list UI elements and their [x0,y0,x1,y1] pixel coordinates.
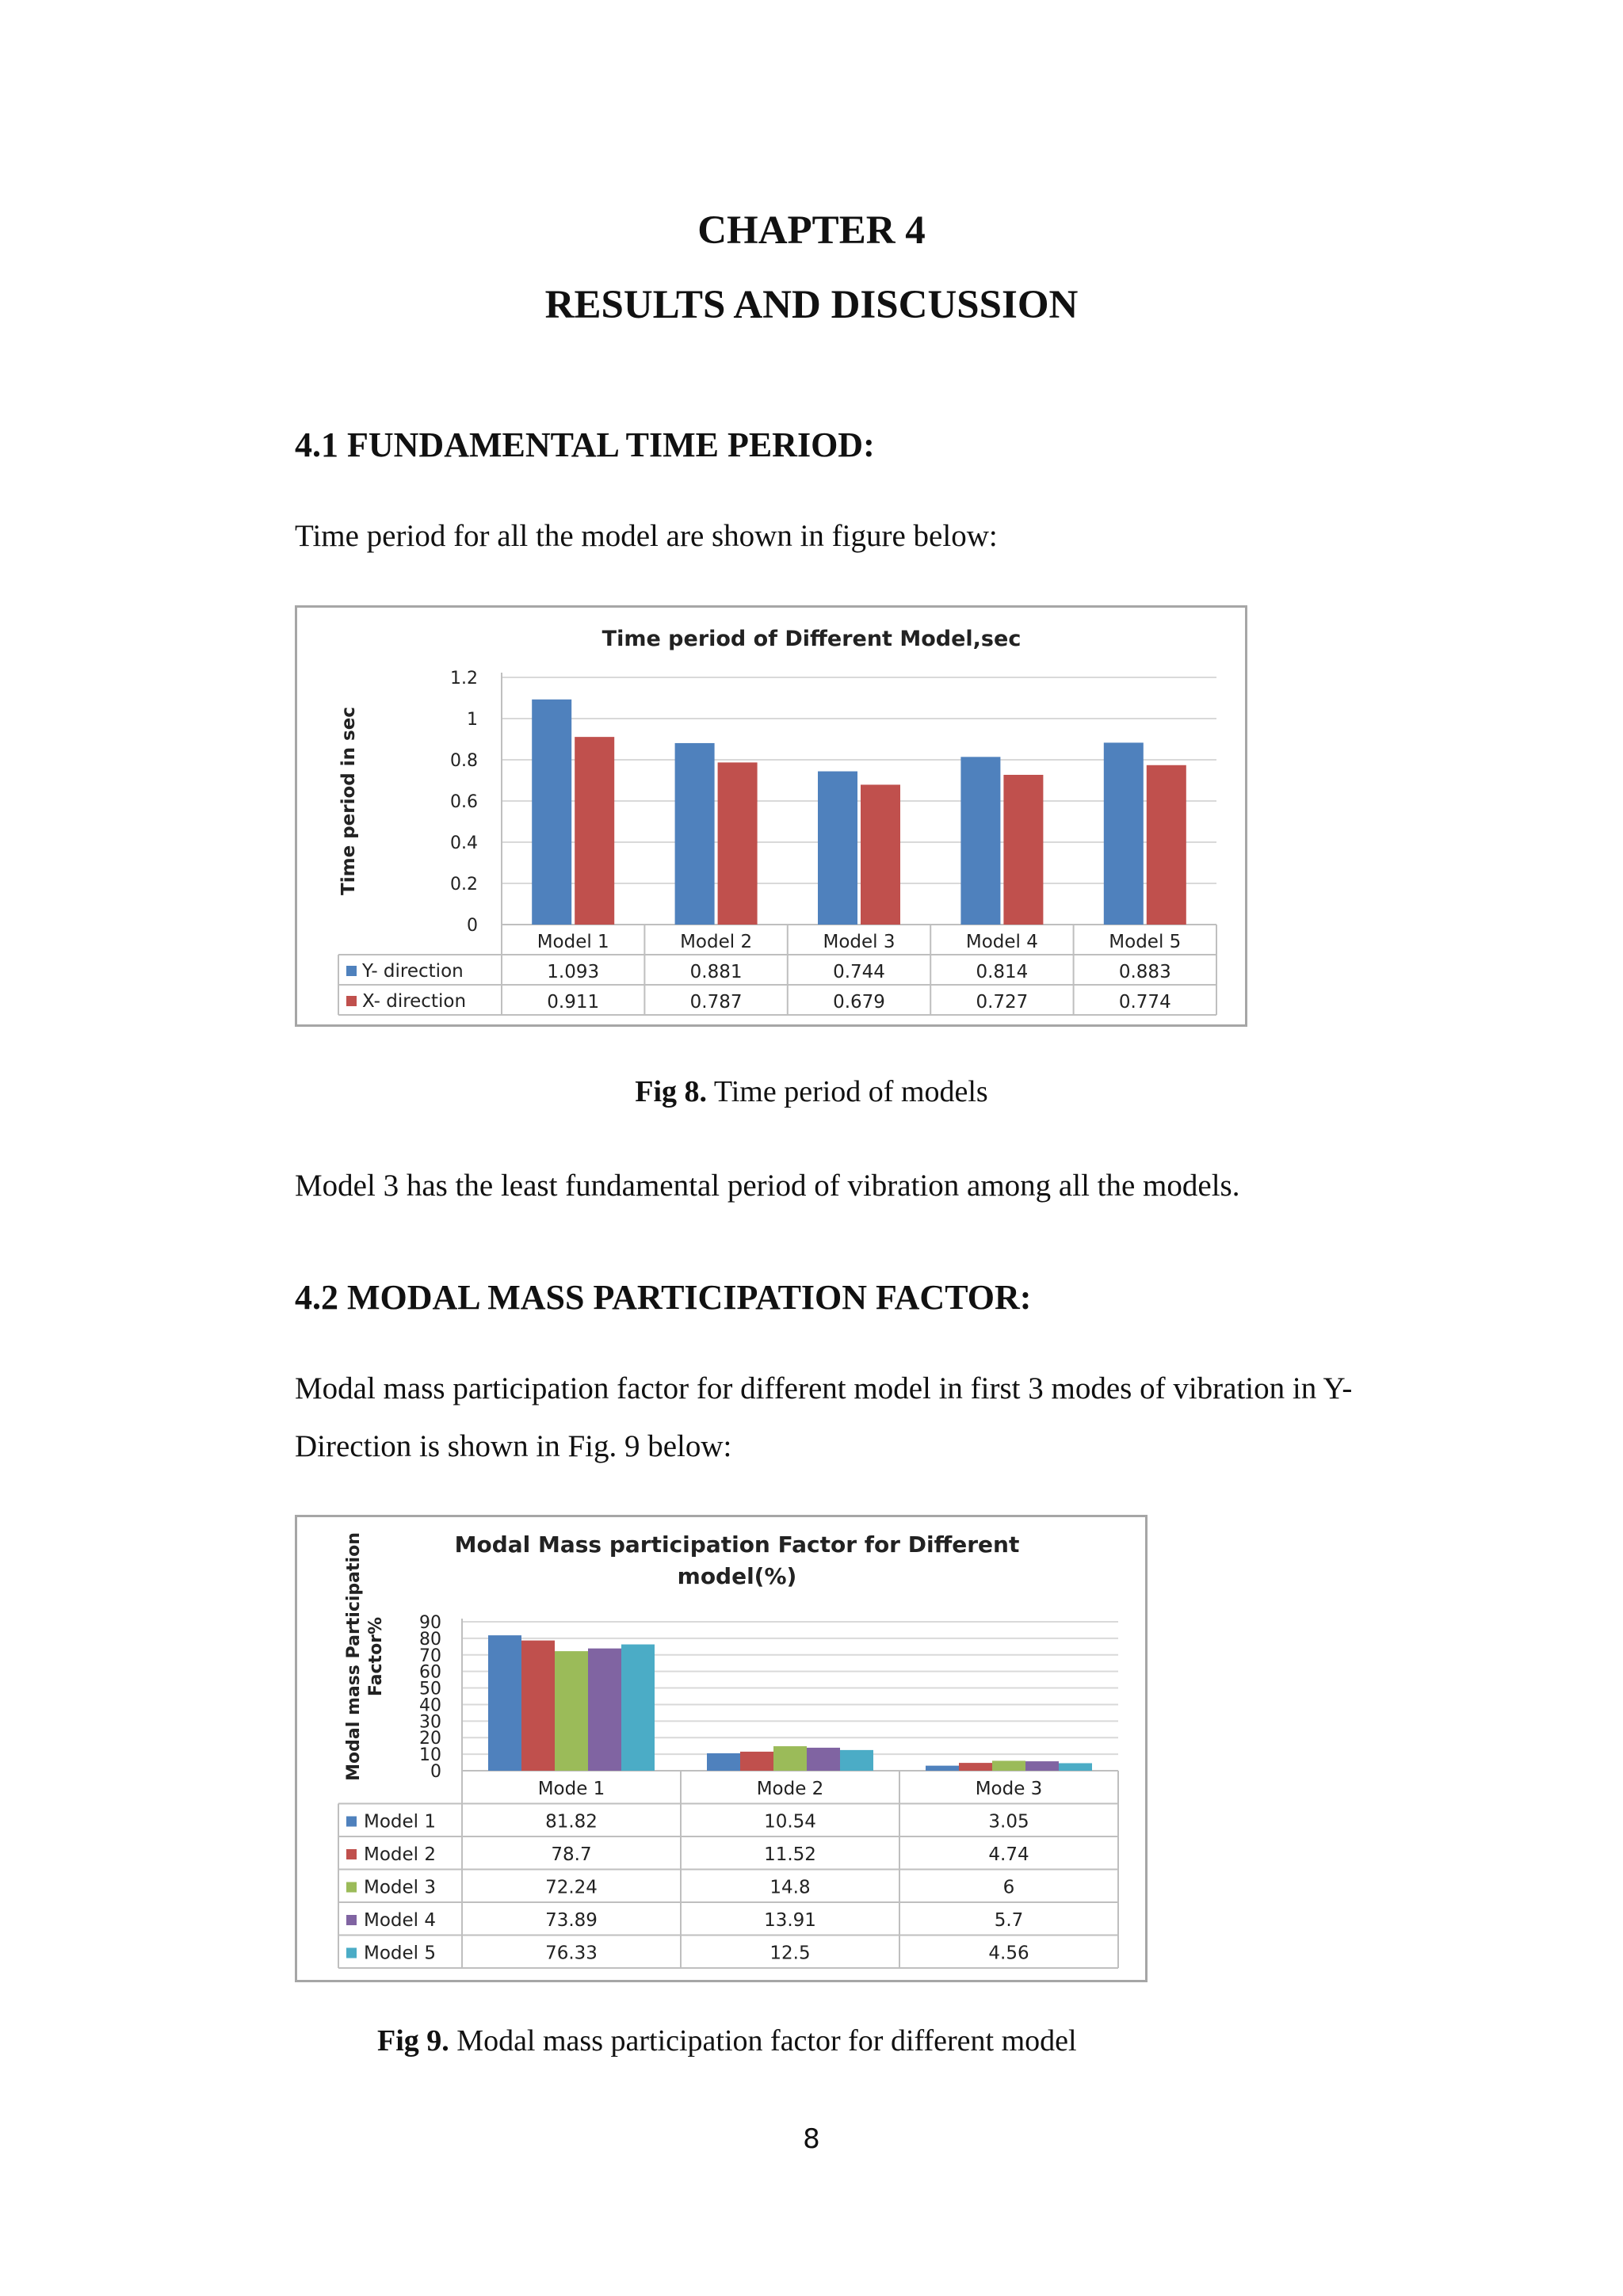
chart2-ytick-label: 90 [419,1613,441,1633]
chart2-ylabel-line1: Modal mass Participation [344,1532,364,1781]
chart2-category-label: Mode 2 [756,1779,824,1799]
chart2-bar-model-3 [992,1760,1025,1771]
chart1-ytick-label: 0.4 [450,833,478,853]
chart2-table-value: 5.7 [994,1910,1024,1931]
chart1-bar-y-direction [675,743,715,925]
chart1-table-value: 0.814 [976,962,1029,982]
chart2-category-label: Mode 3 [975,1779,1043,1799]
chart2-legend-swatch [346,1948,357,1958]
chart2-bar-model-5 [840,1750,873,1771]
chart1-legend-swatch [346,996,357,1006]
section1-conclusion: Model 3 has the least fundamental period of vibration among all the models. [295,1169,1240,1203]
chart2-bar-model-2 [740,1752,773,1771]
chapter-subtitle: RESULTS AND DISCUSSION [544,283,1079,327]
chart2-legend-label: Model 2 [364,1844,437,1865]
chapter-title: CHAPTER 4 [697,208,926,253]
modal-mass-chart-svg [297,1517,1145,1980]
chart2-bar-model-2 [521,1641,555,1771]
chart1-table-value: 0.883 [1118,962,1171,982]
chart1-category-label: Model 5 [1109,932,1182,952]
chart1-ytick-label: 0.2 [450,875,478,894]
chart1-ytick-label: 0.6 [450,792,478,812]
chart1-bar-y-direction [1104,742,1144,925]
chart2-ytick-label: 80 [419,1629,441,1650]
page-number: 8 [803,2123,820,2155]
chart2-ytick-label: 30 [419,1712,441,1733]
chart2-bar-model-5 [621,1645,655,1771]
chart1-bar-x-direction [1147,765,1186,925]
fig9-caption [377,2023,1077,2058]
chart2-legend-label: Model 3 [364,1877,437,1898]
chart2-table-value: 4.56 [988,1943,1029,1964]
chart2-legend-swatch [346,1915,357,1925]
chart1-table-value: 0.911 [547,992,600,1013]
chart2-ytick-label: 60 [419,1662,441,1683]
chart1-ytick-label: 1.2 [450,669,478,688]
chart2-table-value: 11.52 [764,1844,816,1865]
chart2-ytick-label: 40 [419,1695,441,1716]
chart2-bar-model-4 [1025,1761,1059,1771]
chart2-legend-label: Model 1 [364,1811,437,1833]
chart2-ytick-label: 10 [419,1745,441,1766]
chart2-bar-model-1 [488,1635,521,1771]
chart2-bar-model-3 [773,1746,807,1771]
chart2-ytick-label: 20 [419,1729,441,1749]
time-period-chart-svg [297,608,1245,1024]
chart2-bar-model-1 [707,1753,740,1771]
chart2-ytick-label: 70 [419,1646,441,1666]
chart2-bar-model-2 [959,1763,992,1771]
chart2-table-value: 3.05 [988,1811,1029,1833]
chart2-table-value: 81.82 [545,1811,598,1833]
chart1-category-label: Model 2 [680,932,753,952]
section-heading-fundamental-period: 4.1 FUNDAMENTAL TIME PERIOD: [295,425,875,464]
chart2-ytick-label: 0 [430,1762,441,1782]
chart1-legend-label: Y- direction [362,961,464,982]
chart2-title-line1: Modal Mass participation Factor for Different [454,1531,1020,1558]
chart1-legend-label: X- direction [362,991,467,1012]
chart2-bar-model-1 [926,1766,959,1771]
chart1-category-label: Model 1 [537,932,609,952]
chart2-table-value: 72.24 [545,1877,598,1898]
section1-intro: Time period for all the model are shown in figure below: [295,519,998,553]
chart1-bar-x-direction [718,762,758,925]
modal-mass-chart [295,1515,1148,1982]
chart1-table-value: 0.727 [976,992,1029,1013]
chart1-table-value: 0.744 [833,962,885,982]
chart2-category-label: Mode 1 [537,1779,605,1799]
chart2-ytick-label: 50 [419,1679,441,1699]
chart2-table-value: 13.91 [764,1910,816,1931]
chart2-bar-model-4 [807,1748,840,1771]
chart2-table-value: 76.33 [545,1943,598,1964]
chart2-table-value: 78.7 [551,1844,592,1865]
chart1-bar-x-direction [1003,775,1043,925]
chart1-bar-y-direction [960,757,1000,925]
chart2-bar-model-5 [1059,1763,1092,1771]
chart1-bar-y-direction [818,772,857,925]
chart1-table-value: 0.881 [689,962,743,982]
fig9-caption-text: Modal mass participation factor for different model [449,2024,1077,2058]
chart2-legend-swatch [346,1849,357,1859]
time-period-chart [295,605,1247,1027]
chart1-table-value: 0.787 [689,992,743,1013]
chart1-ytick-label: 0 [467,916,478,936]
chart1-category-label: Model 3 [823,932,896,952]
chart1-bar-x-direction [575,737,614,925]
chart1-table-value: 0.679 [833,992,885,1013]
chart2-table-value: 6 [1002,1877,1015,1898]
chart2-title-line2: model(%) [677,1563,797,1589]
fig8-caption-text: Time period of models [707,1075,988,1108]
chart2-bar-model-4 [588,1649,621,1771]
section-heading-modal-mass: 4.2 MODAL MASS PARTICIPATION FACTOR: [295,1278,1032,1317]
fig8-caption [0,1074,1623,1109]
section2-intro-line2: Direction is shown in Fig. 9 below: [295,1429,732,1463]
chart1-table-value: 0.774 [1118,992,1171,1013]
chart1-title: Time period of Different Model,sec [601,627,1022,651]
chart2-ylabel-line2: Factor% [366,1616,386,1697]
chart1-ylabel: Time period in sec [338,707,359,895]
chart1-table-value: 1.093 [547,962,600,982]
chart2-table-value: 73.89 [545,1910,598,1931]
fig8-caption-label: Fig 8. [635,1075,708,1108]
chart2-table-value: 12.5 [769,1943,811,1964]
chart2-legend-label: Model 4 [364,1910,437,1931]
chart1-bar-y-direction [532,700,571,925]
chart2-table-value: 4.74 [988,1844,1029,1865]
chart1-bar-x-direction [861,784,900,925]
chart2-table-value: 10.54 [764,1811,816,1833]
chart2-bar-model-3 [555,1651,588,1771]
chart2-legend-label: Model 5 [364,1943,437,1964]
chart1-legend-swatch [346,966,357,976]
section2-intro-line1: Modal mass participation factor for different model in first 3 modes of vibration in Y- [295,1371,1353,1405]
chart2-legend-swatch [346,1882,357,1893]
chart1-category-label: Model 4 [965,932,1038,952]
chart2-table-value: 14.8 [769,1877,811,1898]
chart1-ytick-label: 1 [467,710,478,730]
fig9-caption-label: Fig 9. [377,2024,449,2058]
chart2-legend-swatch [346,1817,357,1827]
chart1-ytick-label: 0.8 [450,751,478,771]
